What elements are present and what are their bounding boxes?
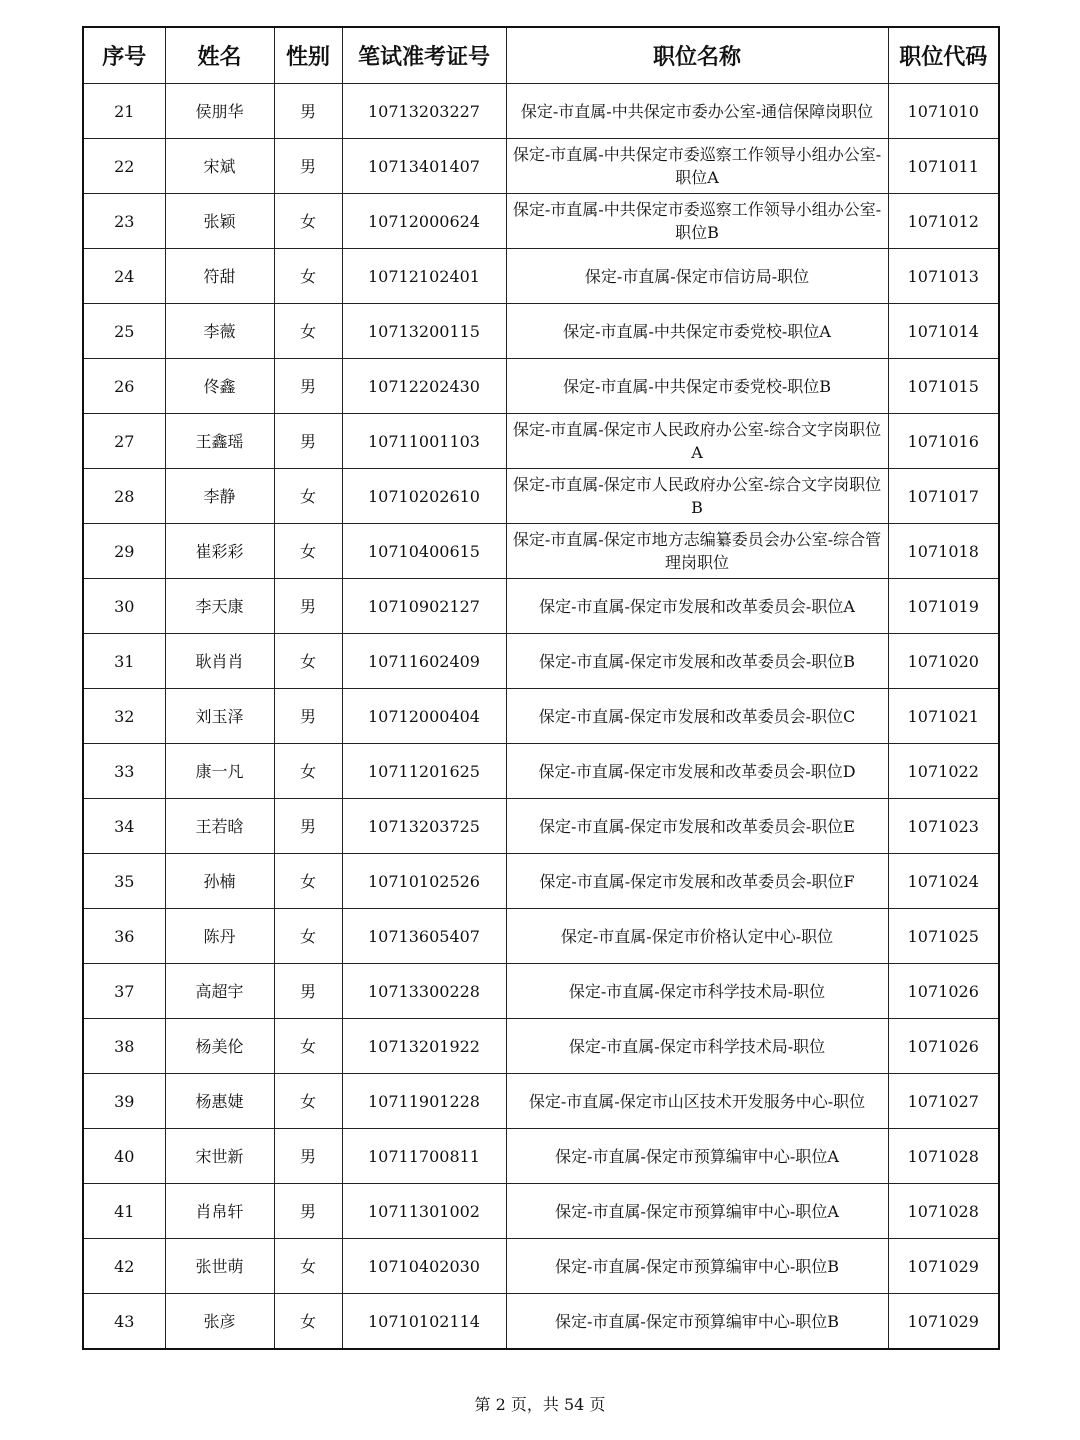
table-row xyxy=(83,634,999,689)
cell-exam-id: 10713201922 xyxy=(342,1019,506,1074)
cell-position-code: 1071013 xyxy=(888,249,999,304)
cell-position-name: 保定-市直属-中共保定市委办公室-通信保障岗职位 xyxy=(506,84,888,139)
cell-position-name: 保定-市直属-保定市山区技术开发服务中心-职位 xyxy=(506,1074,888,1129)
cell-gender: 女 xyxy=(274,1294,342,1350)
cell-gender: 女 xyxy=(274,744,342,799)
cell-index: 24 xyxy=(83,249,165,304)
page-footer: 第 2 页，共 54 页 xyxy=(474,1395,606,1414)
cell-exam-id: 10712000624 xyxy=(342,194,506,249)
cell-name: 宋世新 xyxy=(165,1129,274,1184)
cell-position-code: 1071014 xyxy=(888,304,999,359)
cell-gender: 女 xyxy=(274,1019,342,1074)
cell-exam-id: 10713605407 xyxy=(342,909,506,964)
cell-gender: 女 xyxy=(274,524,342,579)
cell-gender: 男 xyxy=(274,799,342,854)
cell-position-name: 保定-市直属-保定市科学技术局-职位 xyxy=(506,1019,888,1074)
cell-position-name: 保定-市直属-保定市发展和改革委员会-职位E xyxy=(506,799,888,854)
cell-position-code: 1071027 xyxy=(888,1074,999,1129)
cell-name: 李薇 xyxy=(165,304,274,359)
cell-exam-id: 10711201625 xyxy=(342,744,506,799)
table-row xyxy=(83,469,999,524)
cell-index: 21 xyxy=(83,84,165,139)
cell-gender: 男 xyxy=(274,84,342,139)
cell-exam-id: 10713200115 xyxy=(342,304,506,359)
cell-position-name: 保定-市直属-保定市预算编审中心-职位A xyxy=(506,1129,888,1184)
cell-position-name: 保定-市直属-保定市发展和改革委员会-职位F xyxy=(506,854,888,909)
header-position-code: 职位代码 xyxy=(888,27,999,84)
cell-position-name: 保定-市直属-保定市价格认定中心-职位 xyxy=(506,909,888,964)
table-row xyxy=(83,744,999,799)
cell-gender: 男 xyxy=(274,414,342,469)
table-row xyxy=(83,84,999,139)
cell-index: 28 xyxy=(83,469,165,524)
table-row xyxy=(83,414,999,469)
table-header-row xyxy=(83,27,999,84)
cell-position-code: 1071020 xyxy=(888,634,999,689)
cell-exam-id: 10711901228 xyxy=(342,1074,506,1129)
cell-gender: 女 xyxy=(274,469,342,524)
cell-name: 王若晗 xyxy=(165,799,274,854)
cell-name: 康一凡 xyxy=(165,744,274,799)
cell-exam-id: 10711301002 xyxy=(342,1184,506,1239)
cell-name: 刘玉泽 xyxy=(165,689,274,744)
cell-name: 张世萌 xyxy=(165,1239,274,1294)
cell-exam-id: 10712102401 xyxy=(342,249,506,304)
table-row xyxy=(83,1294,999,1350)
cell-name: 张彦 xyxy=(165,1294,274,1350)
table-row xyxy=(83,1129,999,1184)
cell-name: 高超宇 xyxy=(165,964,274,1019)
cell-exam-id: 10712202430 xyxy=(342,359,506,414)
cell-position-name: 保定-市直属-中共保定市委巡察工作领导小组办公室-职位A xyxy=(506,139,888,194)
cell-index: 40 xyxy=(83,1129,165,1184)
cell-index: 32 xyxy=(83,689,165,744)
cell-name: 王鑫瑶 xyxy=(165,414,274,469)
cell-index: 29 xyxy=(83,524,165,579)
cell-gender: 女 xyxy=(274,909,342,964)
cell-gender: 男 xyxy=(274,1129,342,1184)
cell-name: 佟鑫 xyxy=(165,359,274,414)
cell-position-code: 1071016 xyxy=(888,414,999,469)
cell-position-code: 1071023 xyxy=(888,799,999,854)
cell-index: 37 xyxy=(83,964,165,1019)
cell-name: 陈丹 xyxy=(165,909,274,964)
cell-position-name: 保定-市直属-保定市预算编审中心-职位B xyxy=(506,1294,888,1350)
cell-position-name: 保定-市直属-保定市信访局-职位 xyxy=(506,249,888,304)
cell-position-code: 1071010 xyxy=(888,84,999,139)
cell-index: 22 xyxy=(83,139,165,194)
cell-index: 27 xyxy=(83,414,165,469)
cell-position-code: 1071017 xyxy=(888,469,999,524)
cell-position-code: 1071026 xyxy=(888,1019,999,1074)
cell-gender: 男 xyxy=(274,689,342,744)
cell-position-name: 保定-市直属-保定市发展和改革委员会-职位C xyxy=(506,689,888,744)
cell-name: 张颖 xyxy=(165,194,274,249)
header-gender: 性别 xyxy=(274,27,342,84)
cell-position-name: 保定-市直属-中共保定市委党校-职位B xyxy=(506,359,888,414)
cell-position-name: 保定-市直属-保定市发展和改革委员会-职位B xyxy=(506,634,888,689)
table-body xyxy=(83,84,999,1350)
cell-index: 35 xyxy=(83,854,165,909)
cell-position-name: 保定-市直属-保定市人民政府办公室-综合文字岗职位B xyxy=(506,469,888,524)
cell-index: 38 xyxy=(83,1019,165,1074)
cell-exam-id: 10710202610 xyxy=(342,469,506,524)
cell-exam-id: 10713203227 xyxy=(342,84,506,139)
table-row xyxy=(83,249,999,304)
table-row xyxy=(83,1184,999,1239)
cell-index: 26 xyxy=(83,359,165,414)
cell-exam-id: 10710402030 xyxy=(342,1239,506,1294)
table-row xyxy=(83,909,999,964)
cell-exam-id: 10713300228 xyxy=(342,964,506,1019)
cell-exam-id: 10712000404 xyxy=(342,689,506,744)
table-row xyxy=(83,689,999,744)
cell-position-name: 保定-市直属-保定市人民政府办公室-综合文字岗职位A xyxy=(506,414,888,469)
cell-position-code: 1071012 xyxy=(888,194,999,249)
cell-position-code: 1071025 xyxy=(888,909,999,964)
cell-position-name: 保定-市直属-保定市地方志编纂委员会办公室-综合管理岗职位 xyxy=(506,524,888,579)
cell-gender: 女 xyxy=(274,304,342,359)
cell-exam-id: 10713401407 xyxy=(342,139,506,194)
cell-gender: 男 xyxy=(274,579,342,634)
cell-index: 43 xyxy=(83,1294,165,1350)
cell-gender: 女 xyxy=(274,634,342,689)
cell-name: 崔彩彩 xyxy=(165,524,274,579)
cell-position-code: 1071029 xyxy=(888,1294,999,1350)
table-row xyxy=(83,359,999,414)
cell-position-name: 保定-市直属-保定市发展和改革委员会-职位A xyxy=(506,579,888,634)
cell-position-code: 1071022 xyxy=(888,744,999,799)
cell-position-code: 1071011 xyxy=(888,139,999,194)
cell-gender: 女 xyxy=(274,1239,342,1294)
cell-gender: 女 xyxy=(274,854,342,909)
cell-position-code: 1071029 xyxy=(888,1239,999,1294)
table-row xyxy=(83,139,999,194)
cell-exam-id: 10710400615 xyxy=(342,524,506,579)
table-row xyxy=(83,194,999,249)
cell-position-code: 1071015 xyxy=(888,359,999,414)
cell-position-code: 1071024 xyxy=(888,854,999,909)
cell-name: 杨惠婕 xyxy=(165,1074,274,1129)
cell-index: 41 xyxy=(83,1184,165,1239)
cell-name: 肖帛轩 xyxy=(165,1184,274,1239)
header-index: 序号 xyxy=(83,27,165,84)
cell-gender: 男 xyxy=(274,139,342,194)
cell-position-name: 保定-市直属-保定市预算编审中心-职位B xyxy=(506,1239,888,1294)
candidate-table xyxy=(82,26,1000,1350)
table-row xyxy=(83,524,999,579)
cell-index: 36 xyxy=(83,909,165,964)
cell-position-code: 1071026 xyxy=(888,964,999,1019)
cell-position-name: 保定-市直属-保定市发展和改革委员会-职位D xyxy=(506,744,888,799)
cell-name: 杨美伦 xyxy=(165,1019,274,1074)
cell-gender: 女 xyxy=(274,249,342,304)
cell-position-name: 保定-市直属-保定市预算编审中心-职位A xyxy=(506,1184,888,1239)
cell-position-code: 1071028 xyxy=(888,1184,999,1239)
cell-index: 34 xyxy=(83,799,165,854)
cell-exam-id: 10711602409 xyxy=(342,634,506,689)
cell-gender: 女 xyxy=(274,1074,342,1129)
cell-position-code: 1071019 xyxy=(888,579,999,634)
table-row xyxy=(83,1074,999,1129)
cell-exam-id: 10711001103 xyxy=(342,414,506,469)
cell-exam-id: 10711700811 xyxy=(342,1129,506,1184)
cell-name: 李静 xyxy=(165,469,274,524)
cell-gender: 男 xyxy=(274,359,342,414)
cell-exam-id: 10710902127 xyxy=(342,579,506,634)
cell-index: 23 xyxy=(83,194,165,249)
table-row xyxy=(83,579,999,634)
cell-position-code: 1071018 xyxy=(888,524,999,579)
cell-name: 符甜 xyxy=(165,249,274,304)
table-row xyxy=(83,854,999,909)
cell-gender: 男 xyxy=(274,964,342,1019)
cell-exam-id: 10713203725 xyxy=(342,799,506,854)
cell-index: 25 xyxy=(83,304,165,359)
header-position-name: 职位名称 xyxy=(506,27,888,84)
cell-name: 孙楠 xyxy=(165,854,274,909)
cell-index: 33 xyxy=(83,744,165,799)
table-row xyxy=(83,1019,999,1074)
cell-exam-id: 10710102526 xyxy=(342,854,506,909)
cell-name: 李天康 xyxy=(165,579,274,634)
cell-position-code: 1071021 xyxy=(888,689,999,744)
cell-position-code: 1071028 xyxy=(888,1129,999,1184)
cell-index: 31 xyxy=(83,634,165,689)
cell-position-name: 保定-市直属-中共保定市委巡察工作领导小组办公室-职位B xyxy=(506,194,888,249)
table-row xyxy=(83,799,999,854)
header-exam-id: 笔试准考证号 xyxy=(342,27,506,84)
cell-index: 42 xyxy=(83,1239,165,1294)
table-row xyxy=(83,304,999,359)
table-row xyxy=(83,964,999,1019)
cell-index: 39 xyxy=(83,1074,165,1129)
cell-name: 侯朋华 xyxy=(165,84,274,139)
cell-name: 耿肖肖 xyxy=(165,634,274,689)
cell-gender: 男 xyxy=(274,1184,342,1239)
cell-position-name: 保定-市直属-中共保定市委党校-职位A xyxy=(506,304,888,359)
cell-gender: 女 xyxy=(274,194,342,249)
header-name: 姓名 xyxy=(165,27,274,84)
cell-name: 宋斌 xyxy=(165,139,274,194)
cell-position-name: 保定-市直属-保定市科学技术局-职位 xyxy=(506,964,888,1019)
cell-exam-id: 10710102114 xyxy=(342,1294,506,1350)
table-row xyxy=(83,1239,999,1294)
cell-index: 30 xyxy=(83,579,165,634)
